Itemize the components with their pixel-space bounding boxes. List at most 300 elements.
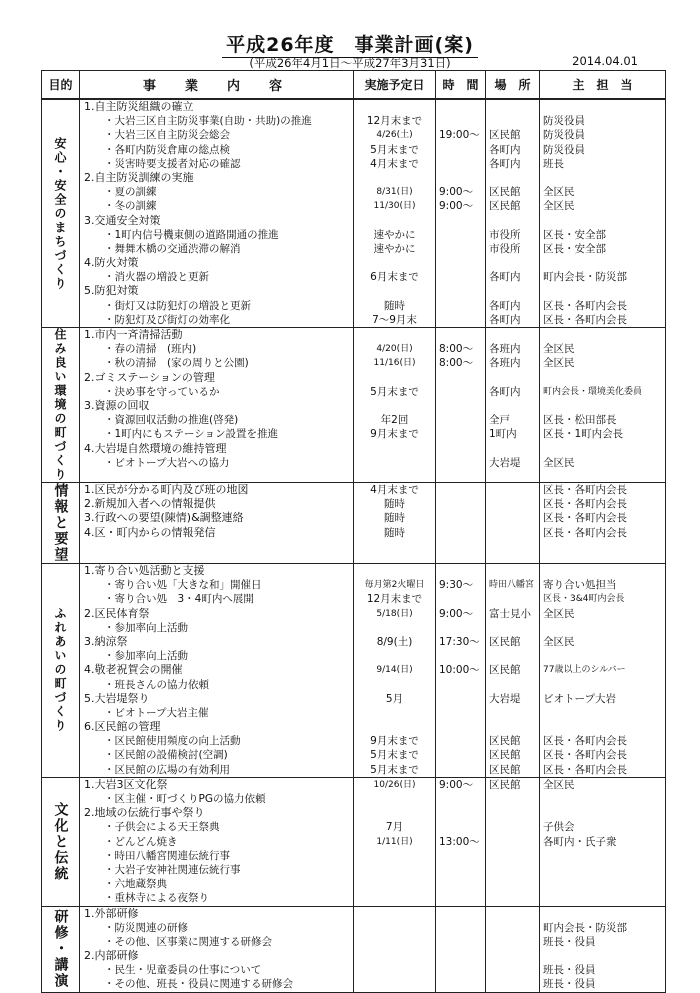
item-place: 区民館 [489,763,521,776]
item-text: ・ 班長さんの協力依頼 [80,678,353,692]
item-text: 4.大岩堤自然環境の維持管理 [84,441,227,455]
item-place [486,977,539,991]
item-time [436,284,485,298]
item-owner [540,949,665,963]
item-schedule [354,706,435,720]
item-place: 1町内 [489,428,517,441]
item-schedule [354,621,435,635]
item-text: 3.交通安全対策 [84,213,161,227]
item-place: 市役所 [489,242,521,255]
item-time: 9:00～ [439,186,474,199]
item-text: 2.地域の伝統行事や祭り [84,806,205,820]
item-place: 全戸 [489,414,510,427]
item-time: 9:00～ [439,778,474,791]
item-time [436,720,485,734]
item-place [486,256,539,270]
item-time: 9:00～ [439,607,474,620]
item-place: 区民館 [489,735,521,748]
section-time-cell [436,483,486,564]
item-schedule: 5月末まで [370,385,419,398]
section-purpose [42,99,80,328]
item-schedule: 9月末まで [370,735,419,748]
item-text: ・ 冬の訓練 [80,199,353,213]
section-place-cell [486,483,540,564]
item-time [436,483,485,497]
item-text: ・ 寄り合い処「大きな和」開催日 [80,578,353,592]
section-purpose-label: 安心・安全のまちづくり [53,136,67,291]
section-owner-cell [540,483,666,564]
item-schedule [354,720,435,734]
item-text: ・ 舞舞木橋の交通渋滞の解消 [80,242,353,256]
item-schedule: 9月末まで [370,428,419,441]
item-owner: 77歳以上のシルバー [543,665,626,676]
item-schedule: 12月末まで [366,593,423,606]
item-owner [540,806,665,820]
item-text: ・ 大岩子安神社関連伝統行事 [80,863,353,877]
item-time [436,228,485,242]
item-text: 5.大岩堤祭り [84,691,150,705]
plan-body [42,99,666,992]
item-schedule: 毎月第2火曜日 [364,580,425,591]
item-time [436,371,485,385]
section-time-cell [436,99,486,328]
item-place [486,171,539,185]
section-row [42,564,666,778]
document-period: (平成26年4月1日～平成27年3月31日) [249,56,451,70]
item-time [436,734,485,748]
item-owner [540,399,665,413]
item-text: 4.区・町内からの情報発信 [84,525,216,539]
section-place-cell [486,99,540,328]
section-sched-cell [354,99,436,328]
item-place: 大岩堤 [489,692,521,705]
item-place [486,483,539,497]
item-time [436,963,485,977]
item-owner [540,284,665,298]
item-place: 各班内 [489,357,521,370]
item-time [436,270,485,284]
item-time: 10:00～ [439,664,480,677]
item-owner: 区長・各町内会長 [543,299,627,312]
item-time: 17:30～ [439,635,480,648]
section-owner-cell [540,99,666,328]
item-place [486,371,539,385]
item-owner: 班長 [543,157,564,170]
item-time [436,456,485,470]
item-schedule: 随時 [384,512,405,525]
item-owner: 区長・各町内会長 [543,749,627,762]
section-time-cell [436,328,486,483]
section-owner-cell [540,564,666,778]
item-owner: 寄り合い処担当 [543,579,617,592]
item-schedule: 6月末まで [370,271,419,284]
item-time [436,678,485,692]
item-text: ・ 民生・児童委員の仕事について [80,963,353,977]
item-owner: 町内会長・防災部 [543,271,627,284]
item-schedule [354,256,435,270]
item-schedule [354,442,435,456]
item-text: ・ 災害時要支援者対応の確認 [80,157,353,171]
item-place: 富士見小 [489,607,531,620]
item-text: ・ 資源回収活動の推進(啓発) [80,413,353,427]
item-time: 19:00～ [439,129,480,142]
section-place-cell [486,777,540,906]
plan-table [41,70,666,993]
section-place-cell [486,906,540,992]
item-time [436,564,485,578]
item-place: 区民館 [489,186,521,199]
item-text: 1.寄り合い処活動と支援 [84,564,205,577]
item-time [436,820,485,834]
section-owner-cell [540,906,666,992]
item-place [486,442,539,456]
item-time [436,592,485,606]
item-time [436,806,485,820]
item-text: ・ 1町内信号機東側の道路開通の推進 [80,228,353,242]
section-row [42,777,666,906]
item-owner [540,328,665,342]
item-text: ・ ビオトープ大岩への協力 [80,456,353,470]
item-time [436,526,485,540]
item-owner: 区長・各町内会長 [543,763,627,776]
item-place [486,497,539,511]
item-text: 1.大岩3区文化祭 [84,777,168,791]
item-place: 区民館 [489,635,521,648]
item-owner [540,564,665,578]
item-time: 13:00～ [439,835,480,848]
item-owner: 区長・松田部長 [543,414,617,427]
section-sched-cell [354,564,436,778]
section-purpose-label: 文化と伝統 [52,801,69,882]
item-time [436,256,485,270]
item-owner: 区長・各町内会長 [543,313,627,326]
item-place [486,100,539,114]
item-owner [540,649,665,663]
item-text: ・ 春の清掃 (班内) [80,342,353,356]
item-owner [540,100,665,114]
item-time [436,935,485,949]
header-content: 事 業 内 容 [80,71,354,100]
header-place: 場 所 [486,71,540,100]
item-schedule: 随時 [384,526,405,539]
item-schedule [354,678,435,692]
item-place: 時田八幡宮 [489,580,535,591]
section-sched-cell [354,906,436,992]
item-schedule [354,935,435,949]
item-owner [540,792,665,806]
item-schedule: 12月末まで [366,115,423,128]
item-place [486,564,539,578]
item-place: 各町内 [489,143,521,156]
item-text: 1.市内一斉清掃活動 [84,328,183,341]
section-text-cell [80,906,354,992]
item-place [486,706,539,720]
item-place [486,214,539,228]
item-text: ・ 時田八幡宮関連伝統行事 [80,849,353,863]
item-schedule: 11/16(日) [373,358,416,369]
item-place [486,526,539,540]
item-schedule [354,863,435,877]
item-text: 2.自主防災訓練の実施 [84,170,194,184]
item-text: 2.区民体育祭 [84,606,150,620]
item-place [486,820,539,834]
item-text: ・ 1町内にもステーション設置を推進 [80,427,353,441]
item-schedule: 4月末まで [370,157,419,170]
item-owner: 班長・役員 [543,935,596,948]
item-schedule: 7月 [385,821,404,834]
item-text: ・ 各町内防災倉庫の総点検 [80,143,353,157]
item-place: 各班内 [489,343,521,356]
item-text: 4.防火対策 [84,256,139,270]
item-time [436,299,485,313]
item-text: 2.新規加入者への情報提供 [84,497,216,511]
item-place [486,921,539,935]
item-text: ・ 街灯又は防犯灯の増設と更新 [80,299,353,313]
item-time [436,706,485,720]
section-row [42,99,666,328]
section-place-cell [486,564,540,778]
item-time [436,748,485,762]
header-purpose: 目的 [42,71,80,100]
item-time [436,949,485,963]
item-time [436,214,485,228]
item-time [436,427,485,441]
section-time-cell [436,564,486,778]
item-schedule: 10/26(日) [373,779,416,790]
item-text: 1.外部研修 [84,906,139,920]
item-schedule [354,877,435,891]
item-place: 区民館 [489,200,521,213]
item-time: 8:00～ [439,343,474,356]
item-place [486,678,539,692]
section-purpose [42,328,80,483]
item-schedule [354,456,435,470]
item-place: 区民館 [489,664,521,677]
section-purpose [42,906,80,992]
item-place: 各町内 [489,385,521,398]
item-schedule: 8/31(日) [376,187,413,198]
item-text: ・ 区主催・町づくりPGの協力依頼 [80,792,353,806]
item-owner [540,863,665,877]
header-row [42,71,666,100]
item-schedule [354,907,435,921]
item-time [436,157,485,171]
item-owner: 全区民 [543,343,575,356]
item-text: ・ ビオトープ大岩主催 [80,706,353,720]
item-time: 9:30～ [439,579,474,592]
item-place [486,835,539,849]
item-text: ・ 参加率向上活動 [80,621,353,635]
section-purpose-label: ふれあいの町づくり [53,607,67,734]
section-sched-cell [354,777,436,906]
item-owner: 町内会長・環境美化委員 [543,386,643,397]
item-text: ・ 秋の清掃 (家の周りと公園) [80,356,353,370]
item-schedule: 4/26(土) [376,130,413,141]
item-place [486,720,539,734]
section-text-cell [80,483,354,564]
section-owner-cell [540,328,666,483]
item-schedule [354,284,435,298]
item-owner [540,371,665,385]
item-place [486,949,539,963]
item-schedule [354,849,435,863]
item-place [486,849,539,863]
item-place [486,963,539,977]
item-text: ・ 消火器の増設と更新 [80,270,353,284]
item-text: ・ 参加率向上活動 [80,649,353,663]
item-schedule [354,399,435,413]
item-time [436,171,485,185]
item-text: ・ 防災関連の研修 [80,921,353,935]
item-time: 9:00～ [439,200,474,213]
header-time: 時 間 [436,71,486,100]
item-place [486,592,539,606]
item-text: 5.防犯対策 [84,284,139,298]
section-text-cell [80,99,354,328]
item-owner [540,442,665,456]
item-time [436,921,485,935]
item-schedule: 速やかに [373,228,416,241]
item-owner: 班長・役員 [543,964,596,977]
item-owner: 全区民 [543,607,575,620]
item-schedule: 随時 [384,498,405,511]
item-place [486,935,539,949]
item-owner [540,256,665,270]
item-owner [540,171,665,185]
title-text: 平成26年度 事業計画(案) [222,34,478,58]
item-owner: 全区民 [543,186,575,199]
item-owner: 全区民 [543,456,575,469]
item-owner: 各町内・氏子衆 [543,835,617,848]
item-time [436,907,485,921]
item-owner: 町内会長・防災部 [543,921,627,934]
section-purpose-label: 住み良い環境の町づくり [53,328,67,482]
item-place: 各町内 [489,271,521,284]
item-owner [540,720,665,734]
item-owner [540,706,665,720]
item-schedule [354,171,435,185]
item-place [486,649,539,663]
header-owner: 主 担 当 [540,71,666,100]
item-owner: 防災役員 [543,143,585,156]
item-schedule: 5/18(日) [376,608,413,619]
item-owner [540,849,665,863]
item-place [486,114,539,128]
item-owner: 子供会 [543,821,575,834]
item-place [486,863,539,877]
section-time-cell [436,906,486,992]
item-place [486,792,539,806]
item-text: 1.自主防災組織の確立 [84,100,194,113]
section-row [42,328,666,483]
item-owner: ビオトープ大岩 [543,692,616,705]
item-owner: 区長・各町内会長 [543,484,627,496]
item-text: ・ 大岩三区自主防災事業(自助・共助)の推進 [80,114,353,128]
section-text-cell [80,777,354,906]
item-schedule [354,371,435,385]
item-place: 区民館 [489,778,521,791]
item-time [436,511,485,525]
section-text-cell [80,328,354,483]
section-text-cell [80,564,354,778]
section-row [42,483,666,564]
item-owner: 区長・1町内会長 [543,428,624,441]
item-time [436,877,485,891]
item-time [436,497,485,511]
section-row [42,906,666,992]
item-owner: 全区民 [543,778,575,791]
item-time [436,413,485,427]
item-text: ・ 区民館の設備検討(空調) [80,748,353,762]
section-purpose-label: 研修・講演 [52,909,69,990]
item-place: 区民館 [489,129,521,142]
item-place: 各町内 [489,299,521,312]
item-owner [540,678,665,692]
item-place [486,511,539,525]
item-owner: 班長・役員 [543,978,596,991]
item-schedule: 5月末まで [370,763,419,776]
item-text: 3.行政への要望(陳情)&調整連絡 [84,511,244,525]
item-owner: 全区民 [543,200,575,213]
item-owner [540,891,665,905]
item-text: 6.区民館の管理 [84,720,161,734]
item-owner: 区長・各町内会長 [543,735,627,748]
item-schedule [354,328,435,342]
section-place-cell [486,328,540,483]
item-owner [540,877,665,891]
item-schedule [354,921,435,935]
item-text: ・ 夏の訓練 [80,185,353,199]
item-time: 8:00～ [439,357,474,370]
item-text: 3.納涼祭 [84,634,128,648]
item-text: ・ 重林寺による夜祭り [80,891,353,905]
item-place: 区民館 [489,749,521,762]
item-place [486,284,539,298]
item-place [486,907,539,921]
section-time-cell [436,777,486,906]
item-owner: 全区民 [543,635,575,648]
item-text: ・ 区民館の広場の有効利用 [80,763,353,777]
item-time [436,849,485,863]
item-owner: 区長・各町内会長 [543,512,627,525]
item-schedule [354,806,435,820]
item-schedule [354,564,435,578]
section-sched-cell [354,483,436,564]
item-text: 2.内部研修 [84,949,139,963]
item-place [486,891,539,905]
item-time [436,143,485,157]
item-place: 各町内 [489,313,521,326]
section-purpose [42,777,80,906]
section-sched-cell [354,328,436,483]
section-purpose-label: 情報と要望 [52,483,69,563]
item-schedule [354,949,435,963]
item-schedule: 随時 [384,299,405,312]
document-date: 2014.04.01 [572,54,638,68]
item-time [436,114,485,128]
item-place [486,328,539,342]
item-text: 3.資源の回収 [84,398,150,412]
item-time [436,328,485,342]
item-text: ・ 子供会による天王祭典 [80,820,353,834]
item-schedule: 年2回 [380,414,409,427]
item-owner [540,214,665,228]
item-time [436,313,485,327]
item-time [436,891,485,905]
item-owner: 区長・安全部 [543,228,606,241]
item-schedule [354,963,435,977]
item-owner: 区長・各町内会長 [543,498,627,511]
